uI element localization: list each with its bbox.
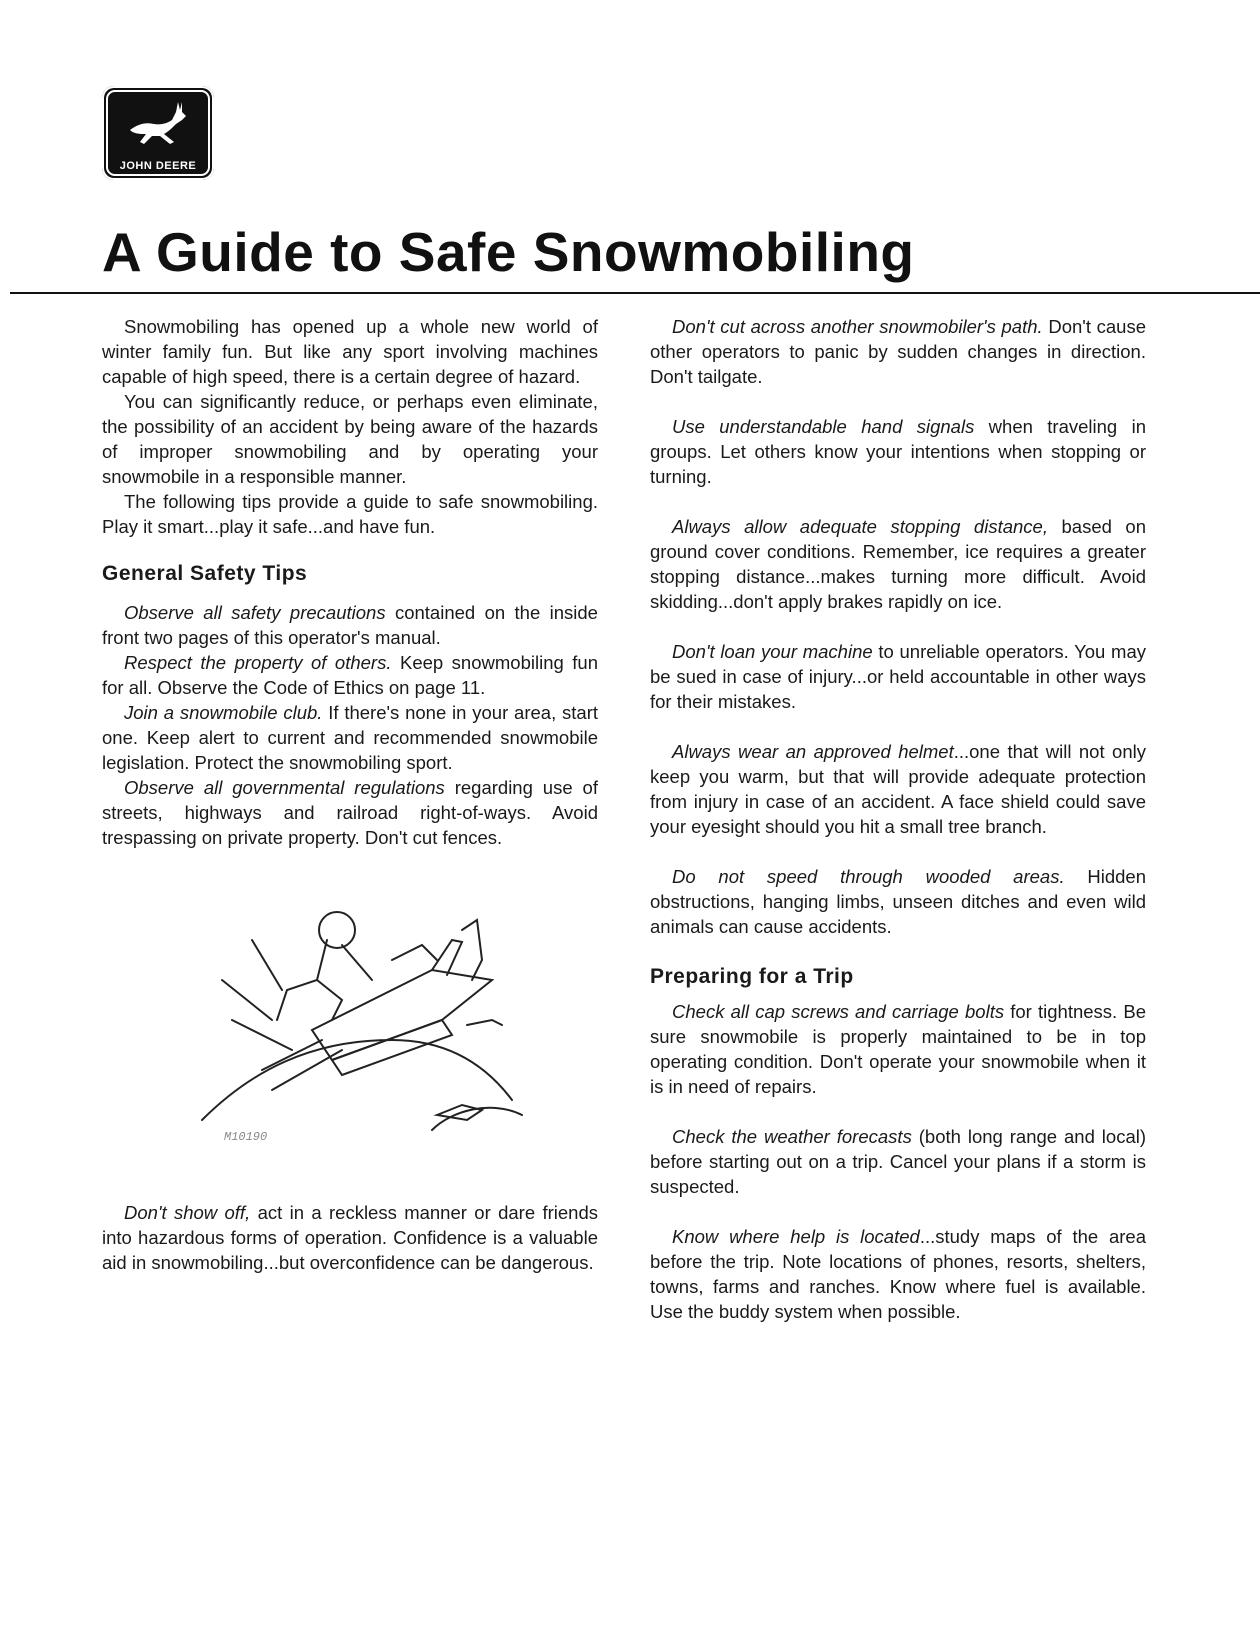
leaping-deer-icon: [116, 94, 200, 152]
intro-paragraph: Snowmobiling has opened up a whole new world of winter family fun. But like any sport involving machines capable of high speed, there is a certain degree of hazard.: [102, 316, 598, 387]
safety-tip: [650, 414, 1146, 489]
tip-lead: Check all cap screws and carriage bolts: [672, 1001, 1005, 1022]
title-divider: [10, 292, 1260, 294]
safety-tip: [102, 775, 598, 850]
snowmobile-illustration: [192, 900, 532, 1160]
tip-text: to unreliable operators. You may be sued in case of injury...or held accountable in other ways for their mistakes.: [650, 641, 1147, 712]
tip-lead: Always allow adequate stopping distance,: [672, 516, 1048, 537]
safety-tip: [102, 600, 598, 650]
john-deere-logo: [102, 86, 214, 180]
page-title: A Guide to Safe Snowmobiling: [102, 221, 915, 283]
intro-paragraph: You can significantly reduce, or perhaps even eliminate, the possibility of an accident by being aware of the hazards of improper snowmobiling and by operating your snowmobile in a responsible manner.: [102, 391, 598, 487]
closing-tip: [102, 1200, 598, 1275]
trip-tip: [650, 1224, 1146, 1324]
tip-lead: Always wear an approved helmet: [672, 741, 954, 762]
tip-lead: Do not speed through wooded areas.: [672, 866, 1065, 887]
safety-tip: [650, 514, 1146, 614]
tip-text: regarding use of streets, highways and railroad right-of-ways. Avoid trespassing on private property. Don't cut fences.: [102, 777, 598, 848]
figure-code: M10190: [224, 1130, 268, 1144]
tip-text: Hidden obstructions, hanging limbs, unseen ditches and even wild animals can cause accidents.: [650, 866, 1147, 937]
tip-text: If there's none in your area, start one. Keep alert to current and recommended snowmobile legislation. Protect the snowmobiling sport.: [102, 702, 598, 773]
safety-tip: [102, 700, 598, 775]
tip-text: act in a reckless manner or dare friends into hazardous forms of operation. Confidence is a valuable aid in snowmobiling...but overconfidence can be dangerous.: [102, 1202, 598, 1273]
tip-text: for tightness. Be sure snowmobile is properly maintained to be in top operating condition. Don't operate your snowmobile when it is in need of repairs.: [650, 1001, 1146, 1097]
intro-paragraph: The following tips provide a guide to safe snowmobiling. Play it smart...play it safe...and have fun.: [102, 491, 598, 537]
tip-lead: Observe all safety precautions: [124, 602, 386, 623]
safety-tip: [650, 639, 1146, 714]
tip-text: ...one that will not only keep you warm, but that will provide adequate protection from injury in case of an accident. A face shield could save your eyesight should you hit a small tree branch.: [650, 741, 1146, 837]
tip-text: Don't cause other operators to panic by sudden changes in direction. Don't tailgate.: [650, 316, 1146, 387]
section-heading-trip: Preparing for a Trip: [650, 965, 854, 988]
trip-tip: [650, 999, 1146, 1099]
safety-tip: [650, 739, 1146, 839]
safety-tip: [102, 650, 598, 700]
tip-text: based on ground cover conditions. Remember, ice requires a greater stopping distance...makes turning more difficult. Avoid skidding...don't apply brakes rapidly on ice.: [650, 516, 1147, 612]
left-column: [102, 314, 598, 1275]
tip-text: when traveling in groups. Let others know your intentions when stopping or turning.: [650, 416, 1146, 487]
tip-lead: Check the weather forecasts: [672, 1126, 912, 1147]
tip-lead: Don't cut across another snowmobiler's path.: [672, 316, 1043, 337]
safety-tip: [650, 314, 1146, 389]
tip-lead: Observe all governmental regulations: [124, 777, 445, 798]
tip-text: ...study maps of the area before the trip. Note locations of phones, resorts, shelters, towns, farms and ranches. Know where fuel is available. Use the buddy system when possible.: [650, 1226, 1147, 1322]
tip-lead: Don't loan your machine: [672, 641, 873, 662]
trip-tip: [650, 1124, 1146, 1199]
tip-text: (both long range and local) before starting out on a trip. Cancel your plans if a storm is suspected.: [650, 1126, 1147, 1197]
tip-text: Keep snowmobiling fun for all. Observe the Code of Ethics on page 11.: [102, 652, 598, 698]
logo-brand-text: JOHN DEERE: [119, 160, 197, 172]
tip-lead: Use understandable hand signals: [672, 416, 975, 437]
tip-text: contained on the inside front two pages of this operator's manual.: [102, 602, 598, 648]
tip-lead: Join a snowmobile club.: [124, 702, 323, 723]
tip-lead: Don't show off,: [124, 1202, 251, 1223]
right-column: [650, 314, 1146, 1324]
section-heading-general: General Safety Tips: [102, 562, 308, 585]
safety-tip: [650, 864, 1146, 939]
tip-lead: Know where help is located: [672, 1226, 920, 1247]
tip-lead: Respect the property of others.: [124, 652, 392, 673]
